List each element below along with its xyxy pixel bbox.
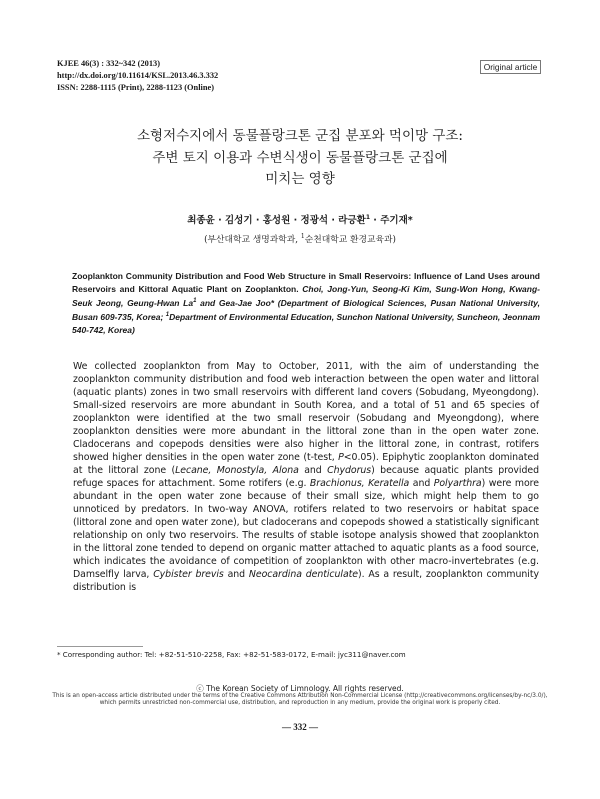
- korean-title-line-2: 주변 토지 이용과 수변식생이 동물플랑크톤 군집에: [152, 149, 448, 166]
- korean-title: [60, 126, 540, 191]
- english-authors-sup: 1: [193, 298, 197, 304]
- abstract-p-value: P: [338, 452, 344, 463]
- english-affil-sup: 1: [165, 312, 170, 319]
- english-affil-b: Department of Environmental Education, Sunchon National University, Suncheon, Jeonnam 540-742, Korea): [72, 312, 540, 335]
- abstract-text-4: ) were more abundant in the open water zone because of their small size, which might help them to go unnoticed by predators. In two-way ANOVA, rotifers related to two reservoirs or habitat space (littoral zone and open water zone), but cladocerans and copepods showed a statistically significant relationship on only two reservoirs. The results of stable isotope analysis showed that zooplankton in the littoral zone tended to depend on organic matter attached to aquatic plants as a food source, which indicates the avoidance of competition of zooplankton with other macro-invertebrates (e.g. Damselfly larva,: [73, 478, 539, 580]
- abstract-species-5: Cybister brevis: [153, 569, 224, 580]
- affil-part-a: (부산대학교 생명과학과,: [204, 235, 301, 245]
- license-line-2: which permits unrestricted non-commercial use, distribution, and reproduction in any medium, provide the original work is properly cited.: [99, 700, 501, 707]
- copyright-notice: ⓒ The Korean Society of Limnology. All rights reserved.: [196, 684, 404, 693]
- english-title-block: [72, 270, 540, 336]
- doi-link[interactable]: http://dx.doi.org/10.11614/KSL.2013.46.3.332: [57, 71, 219, 80]
- korean-authors: [60, 212, 540, 226]
- authors-sup: 1: [365, 213, 370, 221]
- page-number: — 332 —: [282, 722, 318, 732]
- abstract-species-1: Lecane, Monostyla, Alona: [175, 465, 299, 476]
- english-authors-a: Choi, Jong-Yun, Seong-Ki Kim, Sung-Won Hong, Kwang-Seuk Jeong, Geung-Hwan La: [72, 283, 540, 308]
- issn-line: ISSN: 2288-1115 (Print), 2288-1123 (Online): [57, 83, 215, 92]
- abstract-text-3: ) because aquatic plants provided refuge spaces for attachment. Some rotifers (e.g.: [73, 465, 539, 489]
- abstract-species-6: Neocardina denticulate: [248, 569, 359, 580]
- abstract-and-1: and: [298, 465, 328, 476]
- corresponding-author-footnote: * Corresponding author: Tel: +82-51-510-2258, Fax: +82-51-583-0172, E-mail: jyc311@naver.com: [57, 650, 406, 659]
- authors-part-a: 최종윤 · 김성기 · 홍성원 · 정광석 · 라긍환: [187, 215, 366, 226]
- abstract: [73, 360, 539, 594]
- article-type-badge: Original article: [480, 60, 541, 74]
- footnote-divider: [57, 646, 143, 647]
- abstract-text-5: ). As a result, zooplankton community distribution is: [73, 569, 539, 593]
- korean-affiliations: [60, 232, 540, 245]
- abstract-and-2: and: [409, 478, 434, 489]
- journal-citation: KJEE 46(3) : 332~342 (2013): [57, 59, 160, 68]
- korean-title-line-1: 소형저수지에서 동물플랑크톤 군집 분포와 먹이망 구조:: [137, 128, 463, 144]
- english-affil-a: (Department of Biological Sciences, Pusan National University, Busan 609-735, Korea;: [72, 297, 540, 323]
- abstract-text-2: <0.05). Epiphytic zooplankton dominated at the littoral zone (: [73, 452, 540, 476]
- abstract-and-3: and: [223, 569, 249, 580]
- abstract-text-1: We collected zooplankton from May to October, 2011, with the aim of understanding the zooplankton community distribution and food web interaction between the open water and littoral (aquatic plants) zones in two small reservoirs with different land covers (Sobudang, Myeongdong). Small-sized reservoirs are more abundant in South Korea, and a total of 51 and 65 species of zooplankton were identified at the two small reservoir (Sobudang and Myeongdong), where zooplankton densities were more abundant in the littoral zone than in the open water zone. Cladocerans and copepods densities were also higher in the littoral zone, in contrast, rotifers showed higher densities in the open water zone (t-test,: [73, 361, 539, 463]
- korean-title-line-3: 미치는 영향: [265, 171, 335, 187]
- authors-part-b: · 주기재*: [370, 215, 413, 226]
- license-line-1: This is an open-access article distributed under the terms of the Creative Commons Attribution Non-Commercial License (http://creativecommons.org/licenses/by-nc/3.0/),: [52, 693, 548, 699]
- abstract-species-3: Brachionus, Keratella: [309, 478, 410, 489]
- abstract-species-4: Polyarthra: [433, 478, 482, 489]
- english-title: Zooplankton Community Distribution and Food Web Structure in Small Reservoirs: Influence of Land Uses around Reservoirs and Kittoral Aquatic Plant on Zooplankton.: [72, 271, 540, 294]
- affil-sup: 1: [300, 233, 305, 241]
- abstract-species-2: Chydorus: [327, 465, 372, 476]
- english-authors-b: and Gea-Jae Joo*: [196, 297, 275, 308]
- license-notice: [40, 693, 560, 707]
- affil-part-b: 순천대학교 환경교육과): [304, 235, 396, 245]
